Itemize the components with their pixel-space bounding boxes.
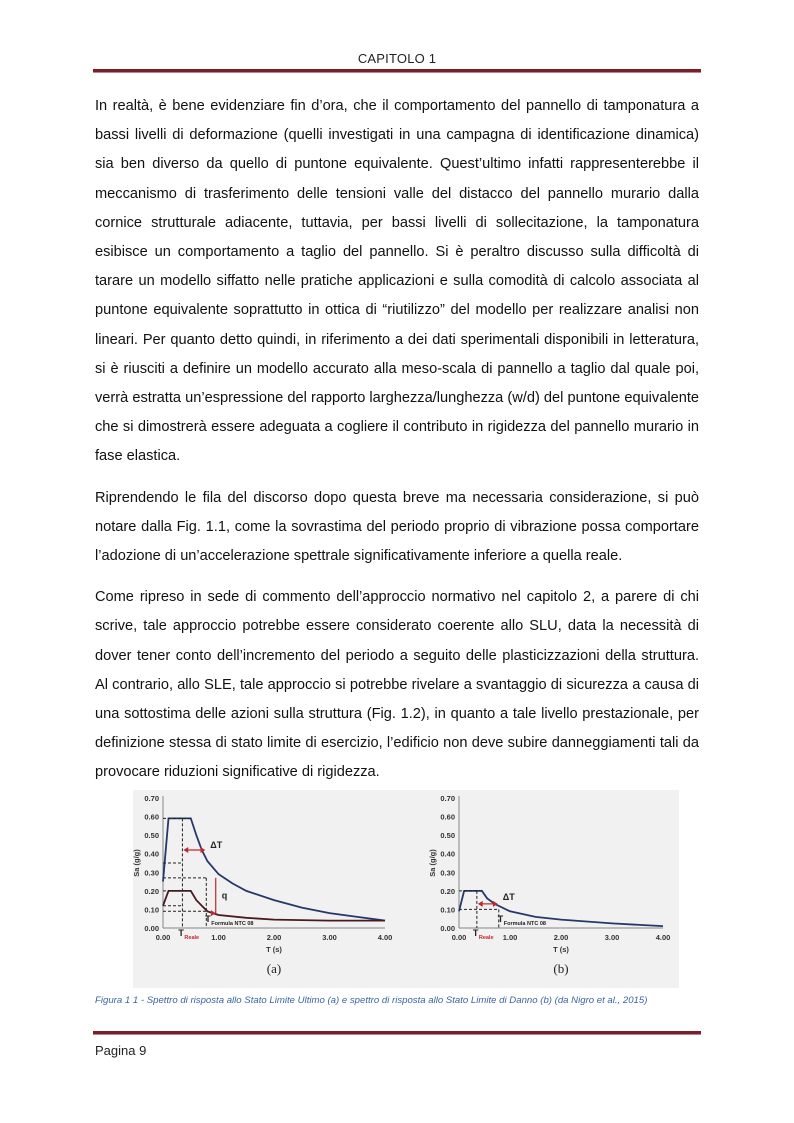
x-tick-label: 2.00	[266, 933, 282, 942]
body-text	[95, 92, 699, 800]
x-axis-label: T (s)	[266, 945, 282, 954]
figure-chart	[133, 790, 679, 988]
y-tick-label: 0.60	[144, 812, 159, 822]
footer-rule	[93, 1031, 701, 1034]
panel-label: (a)	[266, 961, 282, 976]
t-formula-subscript: Formula NTC 08	[503, 921, 546, 927]
y-axis-label: Sa (g/g)	[428, 849, 437, 877]
paragraph: Come ripreso in sede di commento dell’approccio normativo nel capitolo 2, a parere di chi scrive, tale approccio potrebbe essere considerato coerente allo SLU, data la necessità di dover tener conto dell’incremento del periodo a seguito delle plasticizzazioni della struttura. Al contrario, allo SLE, tale approccio si potrebbe rivelare a svantaggio di sicurezza a causa di una sottostima delle azioni sulla struttura (Fig. 1.2), in quanto a tale livello prestazionale, per definizione stessa di stato limite di esercizio, l’edificio non deve subire danneggiamenti tali da provocare riduzioni significative di rigidezza.	[95, 589, 699, 781]
y-tick-label: 0.20	[144, 886, 159, 896]
x-axis-label: T (s)	[553, 945, 569, 954]
t-reale-subscript: Reale	[184, 935, 200, 941]
arrow-head	[211, 910, 216, 916]
delta-t-label: ΔT	[210, 840, 223, 850]
t-reale-label: T	[472, 928, 479, 938]
t-formula-subscript: Formula NTC 08	[211, 921, 254, 927]
arrow-head	[478, 901, 483, 907]
delta-t-label: ΔT	[502, 891, 515, 902]
y-tick-label: 0.60	[440, 812, 455, 822]
panel-label: (b)	[553, 961, 569, 976]
x-tick-label: 2.00	[553, 933, 569, 942]
figure-response-spectra	[133, 790, 679, 988]
y-tick-label: 0.00	[144, 924, 159, 933]
y-tick-label: 0.70	[144, 794, 159, 803]
series-line-elastic	[163, 818, 385, 920]
y-tick-label: 0.20	[440, 886, 455, 896]
t-formula-label: T	[205, 914, 211, 924]
x-tick-label: 1.00	[211, 933, 226, 942]
x-tick-label: 3.00	[604, 933, 620, 942]
header-rule	[93, 69, 701, 72]
page-number: Pagina 9	[95, 1043, 147, 1058]
y-tick-label: 0.10	[144, 905, 159, 915]
y-axis-label: Sa (g/g)	[132, 849, 141, 877]
chart-panel-b	[428, 794, 670, 976]
paragraph: Riprendendo le fila del discorso dopo questa breve ma necessaria considerazione, si può notare dalla Fig. 1.1, come la sovrastima del periodo proprio di vibrazione possa comportare l’adozione di un’accelerazione spettrale significativamente inferiore a quella reale.	[95, 489, 699, 565]
y-tick-label: 0.70	[440, 794, 455, 803]
x-tick-label: 3.00	[322, 933, 337, 942]
y-tick-label: 0.40	[440, 849, 455, 859]
t-formula-label: T	[497, 914, 504, 924]
y-tick-label: 0.30	[144, 868, 159, 878]
series-line-elastic	[459, 891, 663, 926]
x-tick-label: 0.00	[155, 933, 171, 942]
y-tick-label: 0.10	[440, 905, 455, 915]
y-tick-label: 0.50	[144, 831, 159, 841]
paragraph: In realtà, è bene evidenziare fin d’ora, che il comportamento del pannello di tamponatura a bassi livelli di deformazione (quelli investigati in una campagna di identificazione dinamica) sia ben diverso da quello di puntone equivalente. Quest’ultimo infatti rappresenterebbe il meccanismo di trasferimento delle tensioni valle del distacco del pannello murario dalla cornice strutturale adiacente, tuttavia, per bassi livelli di sollecitazione, la tamponatura esibisce un comportamento a taglio del pannello. Si è peraltro discusso sulla difficoltà di tarare un modello siffatto nelle pratiche applicazioni e sulla comodità di calcolo associata al puntone equivalente soprattutto in ottica di “riutilizzo” del modello per realizzare analisi non lineari. Per quanto detto quindi, in riferimento a dei dati sperimentali disponibili in letteratura, si è riusciti a definire un modello accurato alla meso-scala di pannello a taglio dal quale poi, verrà estratta un’espressione del rapporto larghezza/lunghezza (w/d) del puntone equivalente che si dimostrerà essere adeguata a cogliere il contributo in rigidezza del pannello murario in fase elastica.	[95, 98, 699, 465]
x-tick-label: 1.00	[502, 933, 518, 942]
y-tick-label: 0.40	[144, 849, 159, 859]
chapter-title: CAPITOLO 1	[357, 51, 437, 66]
x-tick-label: 0.00	[451, 933, 467, 942]
y-tick-label: 0.30	[440, 868, 455, 878]
q-label: q	[221, 890, 228, 901]
t-reale-label: T	[178, 928, 184, 938]
figure-caption: Figura 1 1 - Spettro di risposta allo Stato Limite Ultimo (a) e spettro di risposta allo Stato Limite di Danno (b) (da Nigro et al., 2015)	[95, 995, 648, 1006]
t-reale-subscript: Reale	[478, 935, 494, 941]
y-tick-label: 0.00	[440, 924, 455, 933]
chart-panel-a	[132, 794, 392, 976]
x-tick-label: 4.00	[377, 933, 393, 942]
arrow-head	[183, 847, 188, 853]
y-tick-label: 0.50	[440, 831, 455, 841]
x-tick-label: 4.00	[655, 933, 671, 942]
